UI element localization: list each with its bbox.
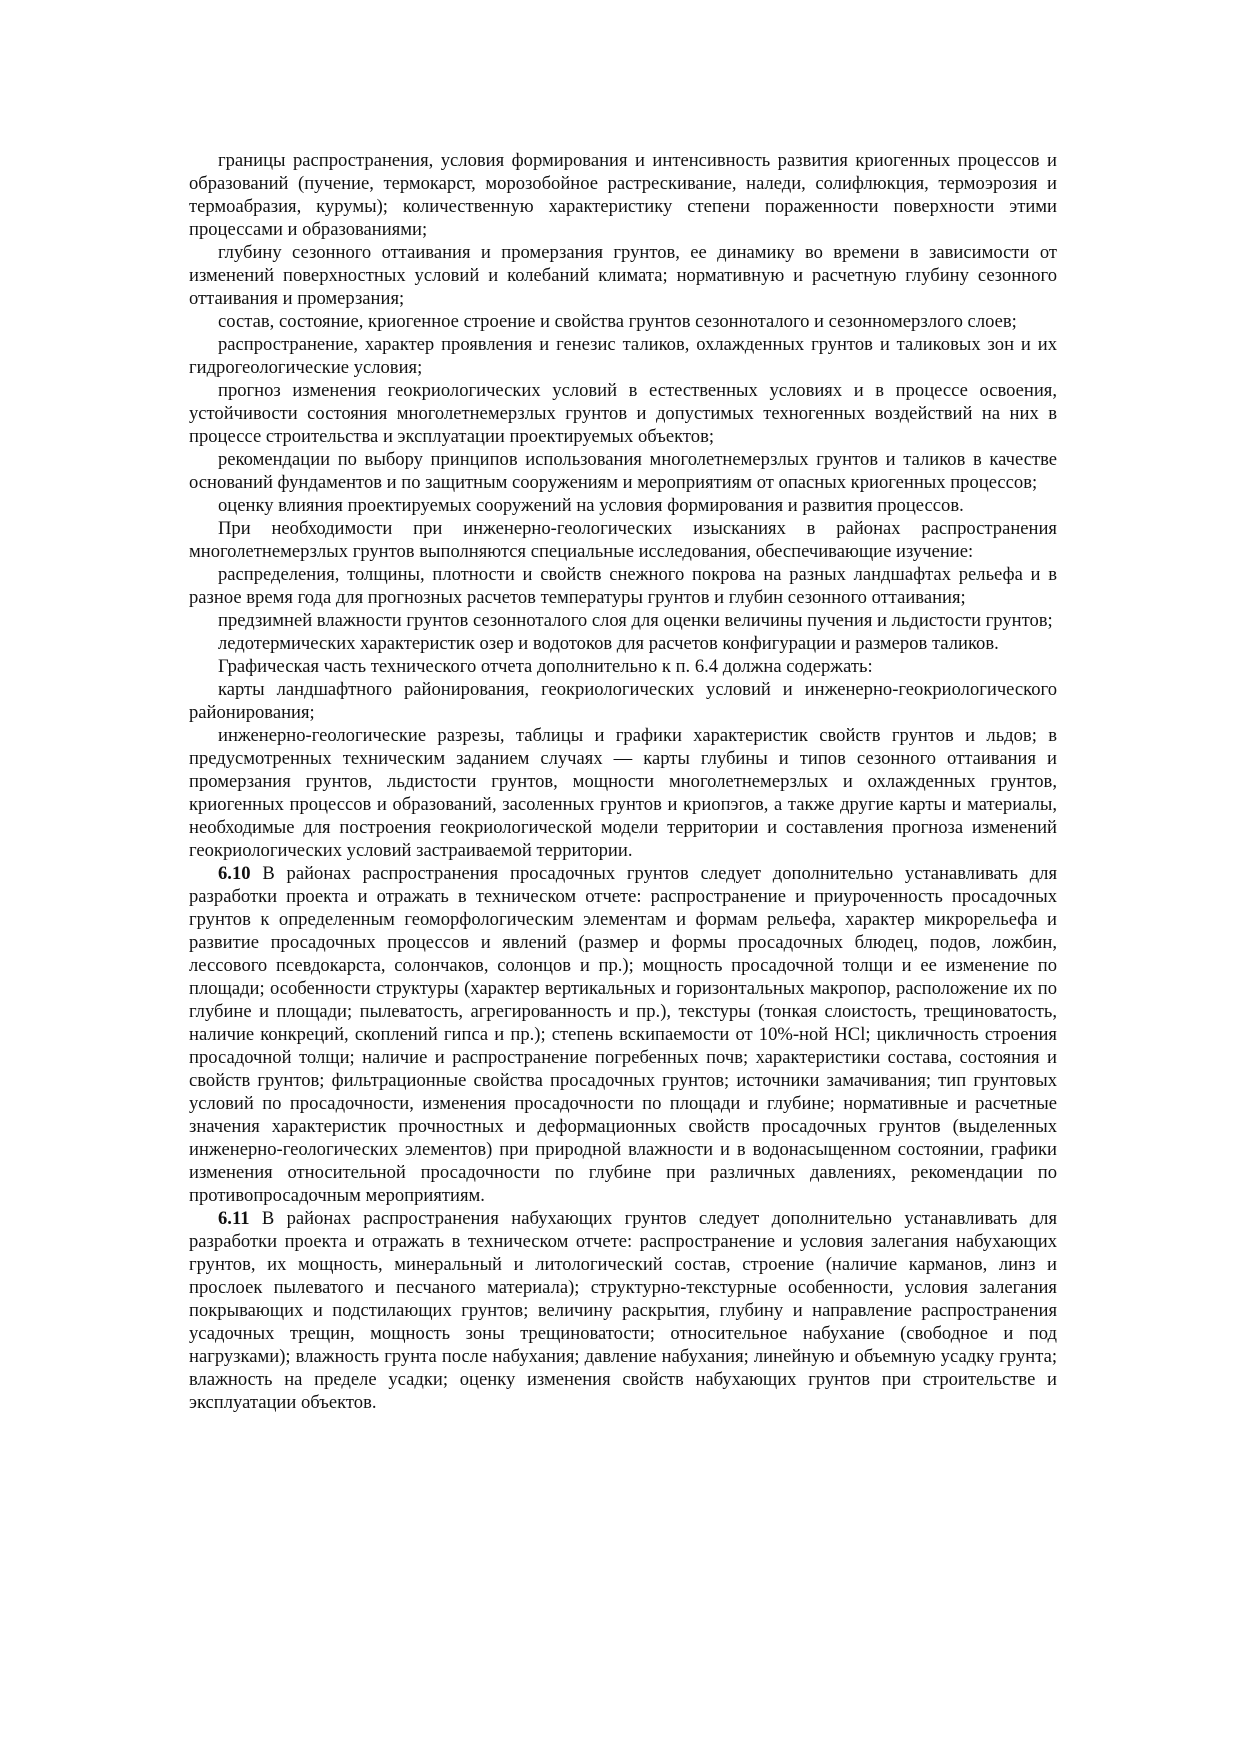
paragraph: глубину сезонного оттаивания и промерзания грунтов, ее динамику во времени в зависимости от изменений поверхностных условий и колебаний климата; нормативную и расчетную глубину сезонного оттаивания и промерзания;: [189, 242, 1057, 309]
paragraph: ледотермических характеристик озер и водотоков для расчетов конфигурации и размеров таликов.: [218, 633, 999, 654]
paragraph: Графическая часть технического отчета дополнительно к п. 6.4 должна содержать:: [218, 656, 873, 677]
paragraph: рекомендации по выбору принципов использования многолетнемерзлых грунтов и таликов в качестве оснований фундаментов и по защитным сооружениям и мероприятиям от опасных криогенных процессов;: [189, 449, 1057, 493]
paragraph: состав, состояние, криогенное строение и свойства грунтов сезонноталого и сезонномерзлого слоев;: [218, 311, 1017, 332]
clause-number: 6.11: [218, 1208, 250, 1229]
paragraph: оценку влияния проектируемых сооружений на условия формирования и развития процессов.: [218, 495, 964, 516]
paragraph: прогноз изменения геокриологических условий в естественных условиях и в процессе освоения, устойчивости состояния многолетнемерзлых грунтов и допустимых техногенных воздействий на них в процессе строительства и эксплуатации проектируемых объектов;: [189, 380, 1057, 447]
paragraph: При необходимости при инженерно-геологических изысканиях в районах распространения многолетнемерзлых грунтов выполняются специальные исследования, обеспечивающие изучение:: [189, 518, 1057, 562]
paragraph: инженерно-геологические разрезы, таблицы и графики характеристик свойств грунтов и льдов; в предусмотренных техническим заданием случаях — карты глубины и типов сезонного оттаивания и промерзания грунтов, льдистости грунтов, мощности многолетнемерзлых и охлажденных грунтов, криогенных процессов и образований, засоленных грунтов и криопэгов, а также другие карты и материалы, необходимые для построения геокриологической модели территории и составления прогноза изменений геокриологических условий застраиваемой территории.: [189, 725, 1057, 861]
paragraph: предзимней влажности грунтов сезонноталого слоя для оценки величины пучения и льдистости грунтов;: [218, 610, 1053, 631]
paragraph: границы распространения, условия формирования и интенсивность развития криогенных процессов и образований (пучение, термокарст, морозобойное растрескивание, наледи, солифлюкция, термоэрозия и термоабразия, курумы); количественную характеристику степени пораженности поверхности этими процессами и образованиями;: [189, 150, 1057, 240]
paragraph: распределения, толщины, плотности и свойств снежного покрова на разных ландшафтах рельефа и в разное время года для прогнозных расчетов температуры грунтов и глубин сезонного оттаивания;: [189, 564, 1057, 608]
paragraph: карты ландшафтного районирования, геокриологических условий и инженерно-геокриологического районирования;: [189, 679, 1057, 723]
clause-text: В районах распространения набухающих грунтов следует дополнительно устанавливать для разработки проекта и отражать в техническом отчете: распространение и условия залегания набухающих грунтов, их мощность, минеральный и литологический состав, строение (наличие карманов, линз и прослоек пылеватого и песчаного материала); структурно-текстурные особенности, условия залегания покрывающих и подстилающих грунтов; величину раскрытия, глубину и направление распространения усадочных трещин, мощность зоны трещиноватости; относительное набухание (свободное и под нагрузками); влажность грунта после набухания; давление набухания; линейную и объемную усадку грунта; влажность на пределе усадки; оценку изменения свойств набухающих грунтов при строительстве и эксплуатации объектов.: [189, 1208, 1057, 1413]
clause-text: В районах распространения просадочных грунтов следует дополнительно устанавливать для разработки проекта и отражать в техническом отчете: распространение и приуроченность просадочных грунтов к определенным геоморфологическим элементам и формам рельефа, характер микрорельефа и развитие просадочных процессов и явлений (размер и формы просадочных блюдец, подов, ложбин, лессового псевдокарста, солончаков, солонцов и пр.); мощность просадочной толщи и ее изменение по площади; особенности структуры (характер вертикальных и горизонтальных макропор, расположение их по глубине и площади; пылеватость, агрегированность и пр.), текстуры (тонкая слоистость, трещиноватость, наличие конкреций, скоплений гипса и пр.); степень вскипаемости от 10%-ной HCl; цикличность строения просадочной толщи; наличие и распространение погребенных почв; характеристики состава, состояния и свойств грунтов; фильтрационные свойства просадочных грунтов; источники замачивания; тип грунтовых условий по просадочности, изменения просадочности по площади и глубине; нормативные и расчетные значения характеристик прочностных и деформационных свойств просадочных грунтов (выделенных инженерно-геологических элементов) при природной влажности и в водонасыщенном состоянии, графики изменения относительной просадочности по глубине при различных давлениях, рекомендации по противопросадочным мероприятиям.: [189, 863, 1058, 1206]
clause-6-11: [189, 1207, 1057, 1414]
clause-6-10: [189, 862, 1057, 1207]
document-body: [189, 149, 1057, 1414]
paragraph: распространение, характер проявления и генезис таликов, охлажденных грунтов и таликовых зон и их гидрогеологические условия;: [189, 334, 1057, 378]
clause-number: 6.10: [218, 863, 251, 884]
